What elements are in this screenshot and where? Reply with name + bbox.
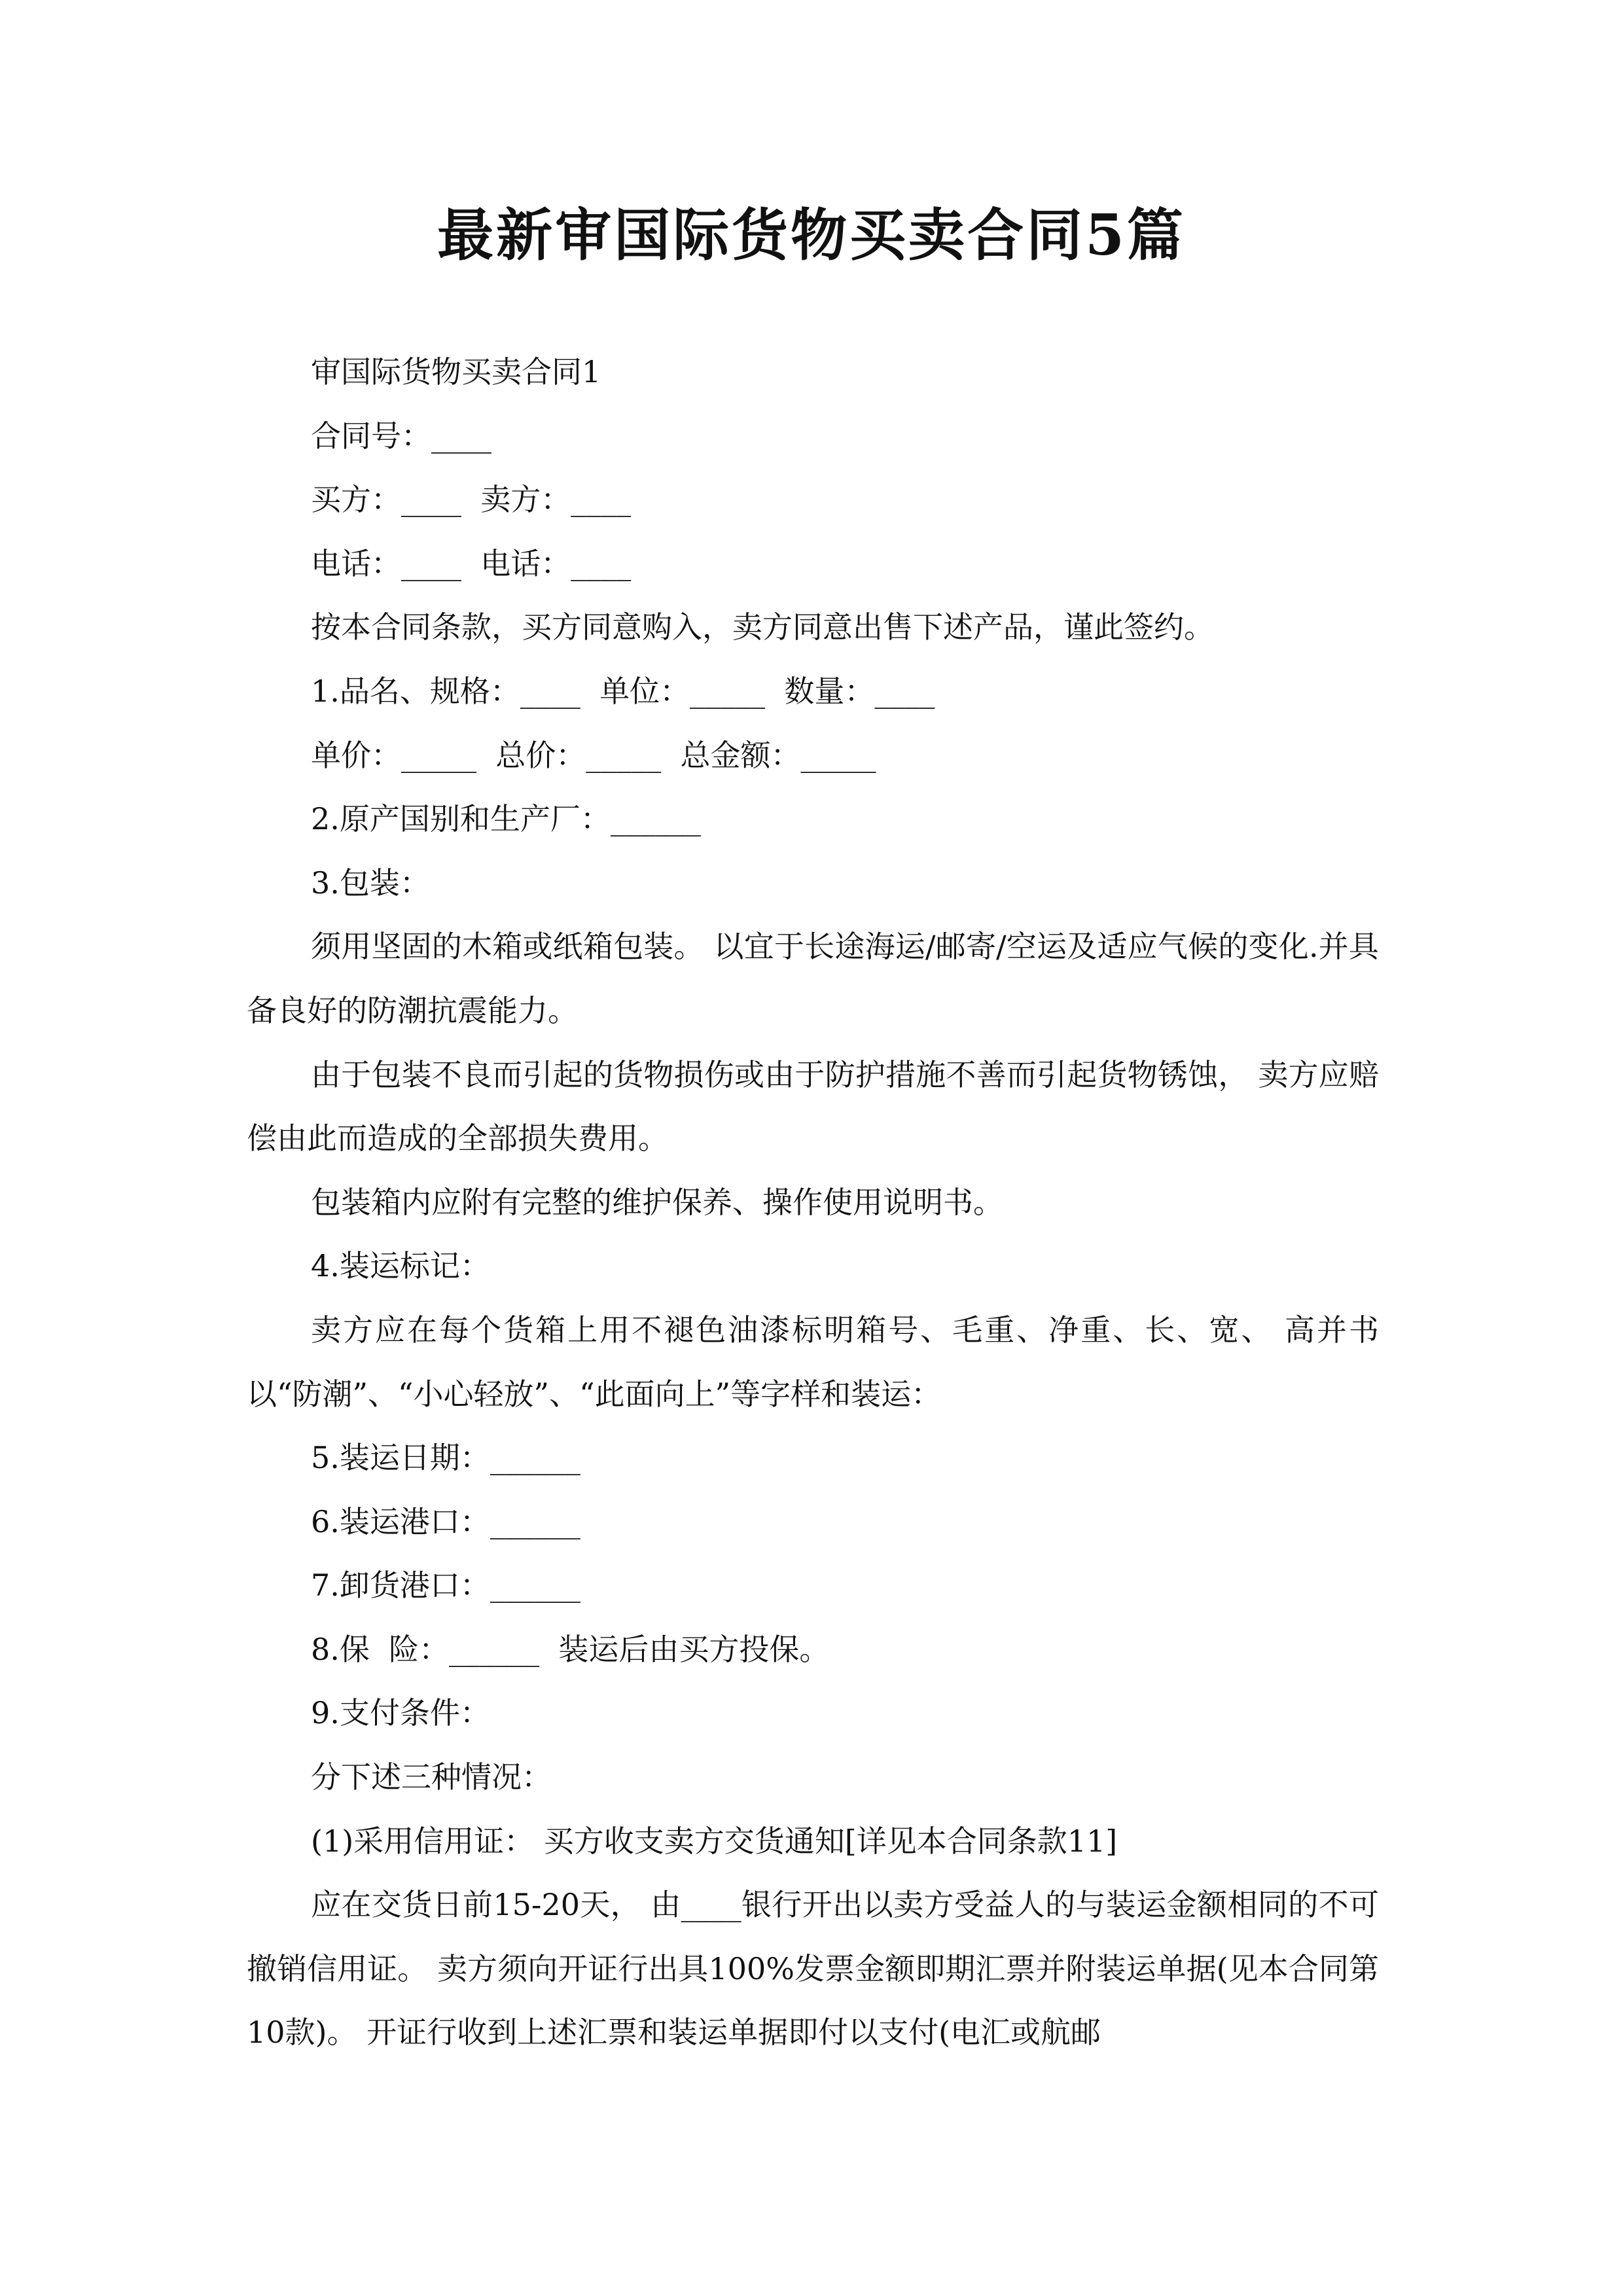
contract-number-line: 合同号：____ bbox=[311, 418, 491, 454]
clause-4-heading: 4.装运标记： bbox=[311, 1248, 490, 1284]
clause-3-packing-text: 须用坚固的木箱或纸箱包装。 以宜于长途海运/邮寄/空运及适应气候的变化.并具备良好的防潮抗震能力。 bbox=[247, 929, 1379, 1028]
document-body bbox=[247, 340, 1379, 2065]
clause-1-price: 单价：_____ 总价：_____ 总金额：_____ bbox=[311, 737, 876, 773]
section-heading: 审国际货物买卖合同1 bbox=[311, 354, 601, 389]
clause-3-damage-text: 由于包装不良而引起的货物损伤或由于防护措施不善而引起货物锈蚀， 卖方应赔偿由此而造成的全部损失费用。 bbox=[247, 1056, 1379, 1157]
clause-4-marking-text: 卖方应在每个货箱上用不褪色油漆标明箱号、毛重、净重、长、宽、 高并书以“防潮”、“小心轻放”、“此面向上”等字样和装运： bbox=[247, 1312, 1379, 1412]
clause-7-discharge-port: 7.卸货港口：______ bbox=[311, 1568, 580, 1604]
parties-line: 买方：____ 卖方：____ bbox=[311, 482, 632, 518]
clause-8-insurance: 8.保 险：______ 装运后由买方投保。 bbox=[311, 1631, 830, 1667]
clause-9-heading: 9.支付条件： bbox=[311, 1695, 490, 1731]
clause-3-manual-text: 包装箱内应附有完整的维护保养、操作使用说明书。 bbox=[311, 1184, 1003, 1220]
clause-9-cases-intro: 分下述三种情况： bbox=[311, 1759, 552, 1795]
clause-1-product: 1.品名、规格：____ 单位：_____ 数量：____ bbox=[311, 673, 935, 709]
document-title: 最新审国际货物买卖合同5篇 bbox=[437, 202, 1186, 268]
clause-6-loading-port: 6.装运港口：______ bbox=[311, 1503, 580, 1539]
clause-9-lc-details: 应在交货日前15-20天， 由____银行开出以卖方受益人的与装运金额相同的不可撤销信用证。 卖方须向开证行出具100%发票金额即期汇票并附装运单据(见本合同第10款)。 开证行收到上述汇票和装运单据即付以支付(电汇或航邮 bbox=[247, 1887, 1379, 2051]
clause-3-heading: 3.包装： bbox=[311, 865, 430, 901]
clause-5-shipment-date: 5.装运日期：______ bbox=[311, 1440, 580, 1476]
clause-9-letter-of-credit: (1)采用信用证： 买方收支卖方交货通知[详见本合同条款11] bbox=[311, 1823, 1118, 1859]
agreement-statement: 按本合同条款，买方同意购入，卖方同意出售下述产品，谨此签约。 bbox=[311, 609, 1214, 645]
clause-2-origin: 2.原产国别和生产厂：______ bbox=[311, 801, 701, 837]
phone-line: 电话：____ 电话：____ bbox=[311, 545, 632, 581]
